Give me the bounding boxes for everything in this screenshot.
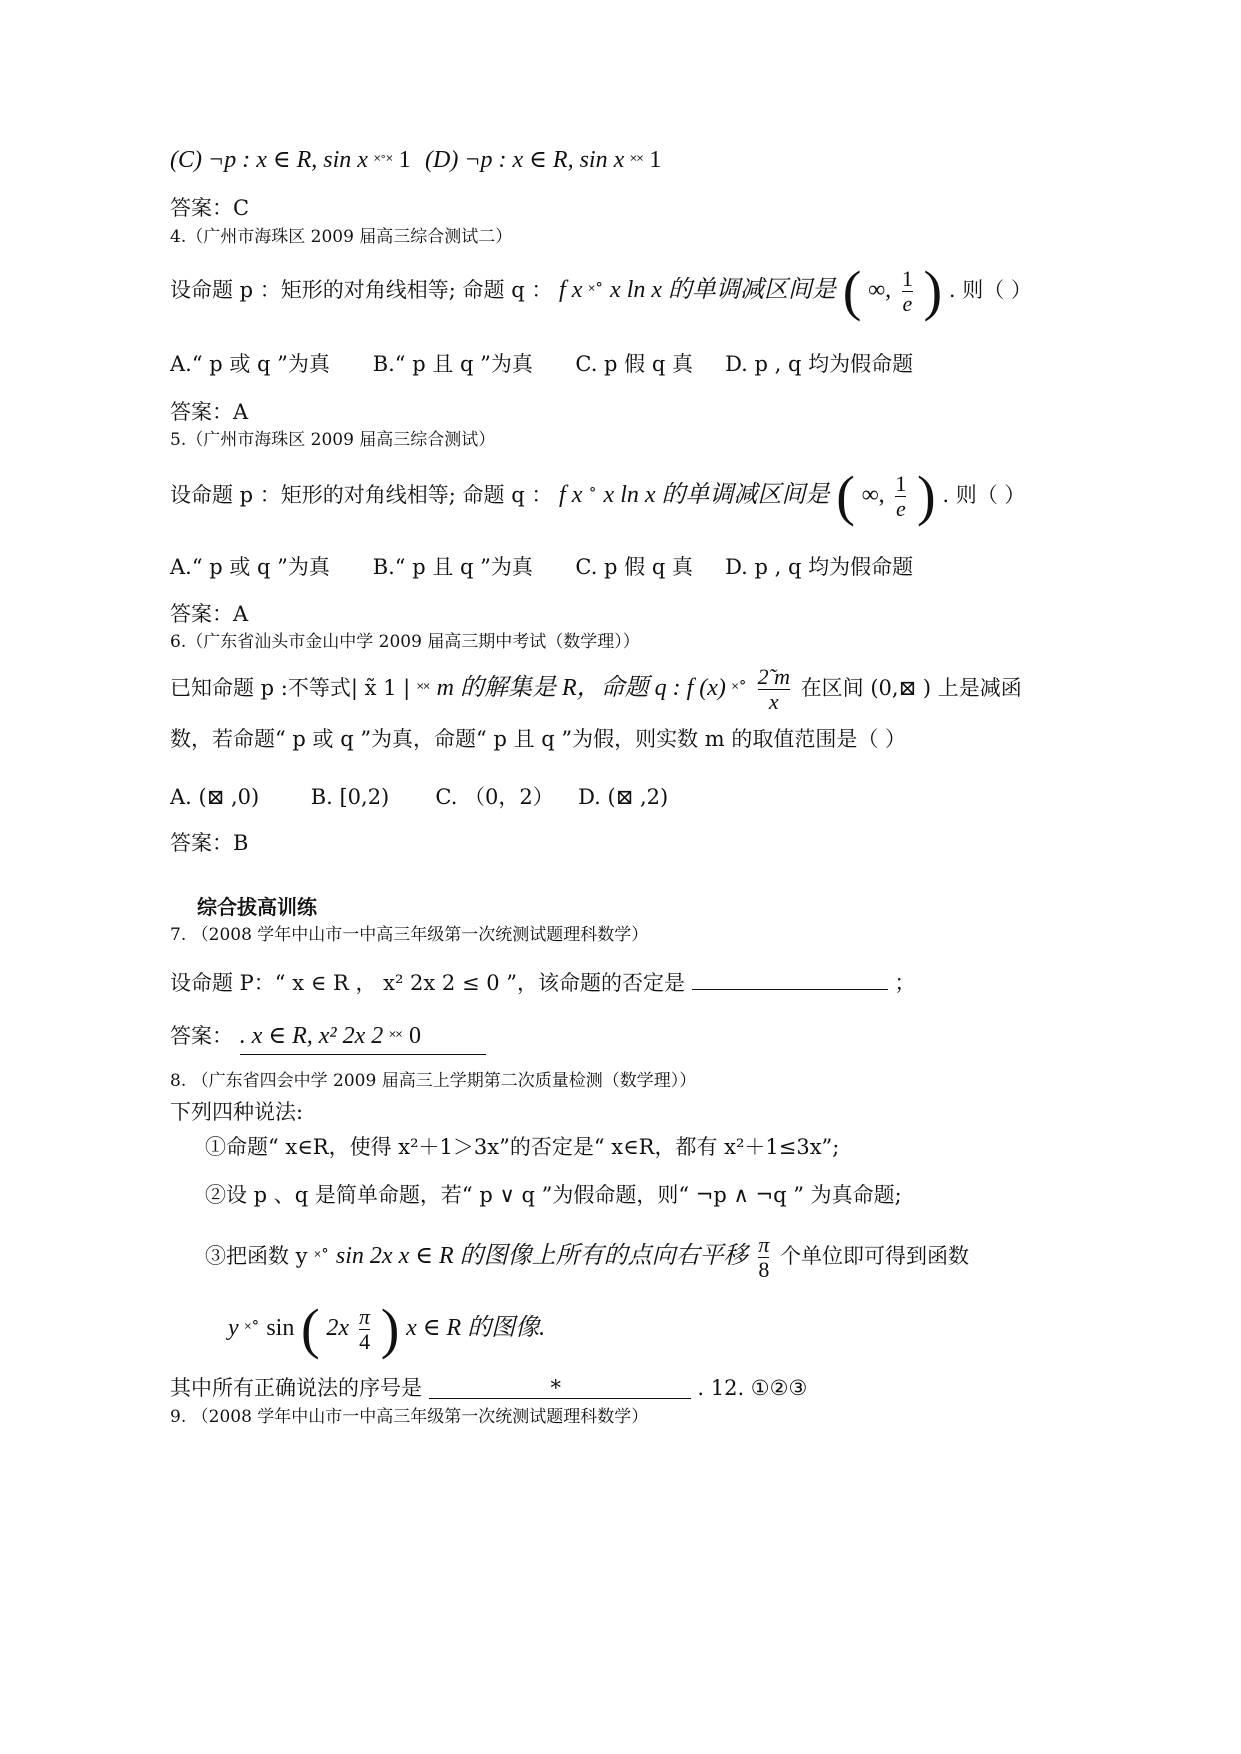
- garbled-symbol: ˟˟: [630, 152, 644, 171]
- answer-blank: [692, 971, 888, 990]
- q5-stem-end: . 则（ ）: [942, 483, 1026, 507]
- q6-stem: [170, 660, 1022, 718]
- q6-option-b: B. [0,2): [310, 785, 390, 809]
- q8-item-2: ②设 p 、q 是简单命题，若“ p ∨ q ”为假命题，则“ ¬p ∧ ¬q ” 为真命题;: [205, 1183, 902, 1207]
- fraction-numerator: 1: [901, 265, 913, 291]
- garbled-symbol: ˟˟: [389, 1028, 403, 1048]
- q5-function-rest: x ln x 的单调减区间是: [603, 482, 830, 508]
- q6-stem-end: 在区间 (0,⊠ ) 上是减函: [800, 676, 1022, 700]
- right-paren: ): [917, 465, 936, 528]
- q4-answer: 答案：A: [170, 400, 249, 424]
- option-c-value: 1: [398, 147, 411, 173]
- fraction-denominator: 8: [758, 1257, 770, 1282]
- option-d-value: 1: [649, 147, 662, 173]
- q8-item3-function: sin 2x x ∈ R 的图像上所有的点向右平移: [335, 1243, 748, 1269]
- q7-answer: [170, 1024, 486, 1055]
- option-c-math: x ∈ R, sin x: [256, 147, 374, 173]
- q5-option-d: D. p , q 均为假命题: [725, 555, 914, 579]
- section-title: 综合拔高训练: [197, 895, 317, 919]
- q7-stem-end: ；: [894, 971, 916, 995]
- q8-item3-text: ③把函数 y: [205, 1244, 315, 1268]
- q8-item-1: ①命题“ x∈R，使得 x²＋1＞3x”的否定是“ x∈R，都有 x²＋1≤3x”;: [205, 1135, 840, 1159]
- q5-option-a: A.“ p 或 q ”为真: [170, 555, 330, 579]
- fraction-numerator: π: [359, 1303, 371, 1329]
- option-c-label: (C) ¬p :: [170, 147, 257, 173]
- fraction-denominator: e: [902, 291, 913, 316]
- q4-function-rest: x ln x 的单调减区间是: [610, 277, 837, 303]
- right-paren: ): [380, 1298, 400, 1361]
- q8-item3-domain: x ∈ R 的图像.: [406, 1315, 546, 1341]
- q7-stem: [170, 971, 915, 994]
- q5-stem-text: 设命题 p ：矩形的对角线相等; 命题 q ：: [170, 483, 553, 507]
- q4-header: 4.（广州市海珠区 2009 届高三综合测试二）: [170, 227, 513, 247]
- q5-interval: ∞,: [861, 482, 885, 508]
- garbled-symbol: ˟˚: [731, 680, 747, 700]
- q6-option-c: C. （0，2）: [435, 785, 554, 809]
- q6-options: [170, 787, 668, 808]
- q5-function: f x: [559, 482, 589, 508]
- q4-fraction: [902, 267, 913, 316]
- option-c-line: [170, 148, 411, 172]
- q7-answer-end: 0: [408, 1023, 421, 1049]
- q4-stem: [170, 260, 1032, 323]
- fraction-denominator: x: [758, 689, 790, 714]
- q4-stem-text: 设命题 p ：矩形的对角线相等; 命题 q ：: [170, 278, 553, 302]
- q5-stem: [170, 465, 1026, 528]
- garbled-symbol: ˚: [588, 487, 597, 507]
- q6-fraction: [758, 665, 790, 714]
- q8-intro: 下列四种说法:: [170, 1100, 304, 1124]
- q4-interval: ∞,: [868, 277, 892, 303]
- option-d-line: [425, 148, 661, 172]
- left-paren: (: [301, 1298, 320, 1361]
- q6-answer: 答案：B: [170, 831, 249, 855]
- left-paren: (: [842, 260, 862, 323]
- fraction-denominator: 4: [359, 1329, 371, 1354]
- q4-function: f x: [559, 277, 589, 303]
- option-d-math: x ∈ R, sin x: [512, 147, 631, 173]
- q8-item3-y: y: [228, 1315, 245, 1341]
- garbled-symbol: ˟˚˟: [373, 152, 393, 171]
- fraction-denominator: e: [895, 496, 906, 521]
- garbled-symbol: ˟˚: [244, 1320, 260, 1340]
- left-paren: (: [836, 465, 855, 528]
- q5-options: [170, 557, 913, 578]
- q8-closing: [170, 1378, 807, 1399]
- q4-option-d: D. p , q 均为假命题: [725, 352, 914, 376]
- q5-option-c: C. p 假 q 真: [575, 555, 693, 579]
- answer-3: 答案：C: [170, 196, 250, 220]
- q7-stem-text: 设命题 P：“ x ∈ R ， x² 2x 2 ≤ 0 ”，该命题的否定是: [170, 971, 686, 995]
- q4-option-a: A.“ p 或 q ”为真: [170, 352, 330, 376]
- q6-stem-text: 已知命题 p :不等式| x̃ 1 |: [170, 676, 411, 700]
- q8-item-3: [205, 1228, 969, 1286]
- q7-answer-label: 答案：: [170, 1024, 233, 1048]
- q5-option-b: B.“ p 且 q ”为真: [372, 555, 533, 579]
- q8-item3-sin: sin: [266, 1315, 295, 1341]
- q8-item3-end: 个单位即可得到函数: [780, 1244, 970, 1268]
- q6-header: 6.（广东省汕头市金山中学 2009 届高三期中考试（数学理））: [170, 632, 640, 652]
- q7-header: 7. （2008 学年中山市一中高三年级第一次统测试题理科数学）: [170, 925, 649, 945]
- q6-option-d: D. (⊠ ,2): [578, 785, 669, 809]
- q6-function: m 的解集是 R，命题 q : f (x): [436, 675, 732, 701]
- q8-item3-arg: 2x: [326, 1315, 356, 1341]
- garbled-symbol: ˟˚: [314, 1248, 330, 1268]
- fraction-numerator: 1: [895, 470, 907, 496]
- fraction-numerator: π: [758, 1231, 770, 1257]
- q4-option-c: C. p 假 q 真: [575, 352, 693, 376]
- q4-stem-end: . 则（ ）: [948, 278, 1032, 302]
- answer-blank: [429, 1378, 691, 1399]
- q8-item3-d-fraction: [359, 1305, 370, 1354]
- garbled-symbol: ˟˟: [416, 680, 430, 700]
- q4-options: [170, 354, 913, 375]
- q5-header: 5.（广州市海珠区 2009 届高三综合测试）: [170, 430, 496, 450]
- q5-fraction: [895, 472, 906, 521]
- option-d-label: (D) ¬p :: [425, 147, 513, 173]
- q6-option-a: A. (⊠ ,0): [170, 785, 260, 809]
- q9-header: 9. （2008 学年中山市一中高三年级第一次统测试题理科数学）: [170, 1407, 649, 1427]
- q7-answer-underlined: [240, 1024, 486, 1055]
- q5-answer: 答案：A: [170, 602, 249, 626]
- q8-header: 8. （广东省四会中学 2009 届高三上学期第二次质量检测（数学理））: [170, 1071, 697, 1091]
- q8-item-3-cont: [228, 1298, 546, 1361]
- fraction-numerator: 2̃ m: [757, 663, 790, 689]
- q6-stem-2: 数，若命题“ p 或 q ”为真，命题“ p 且 q ”为假，则实数 m 的取值范围是（ ）: [170, 727, 907, 751]
- q4-option-b: B.“ p 且 q ”为真: [372, 352, 533, 376]
- q8-closing-text: 其中所有正确说法的序号是: [170, 1376, 422, 1400]
- right-paren: ): [923, 260, 943, 323]
- q8-closing-tail: . 12. ①②③: [697, 1376, 808, 1400]
- q8-item3-fraction: [758, 1233, 769, 1282]
- blank-mark: *: [550, 1376, 561, 1400]
- garbled-symbol: ˟˚: [588, 282, 604, 302]
- q7-answer-math: . x ∈ R, x² 2x 2: [239, 1023, 390, 1049]
